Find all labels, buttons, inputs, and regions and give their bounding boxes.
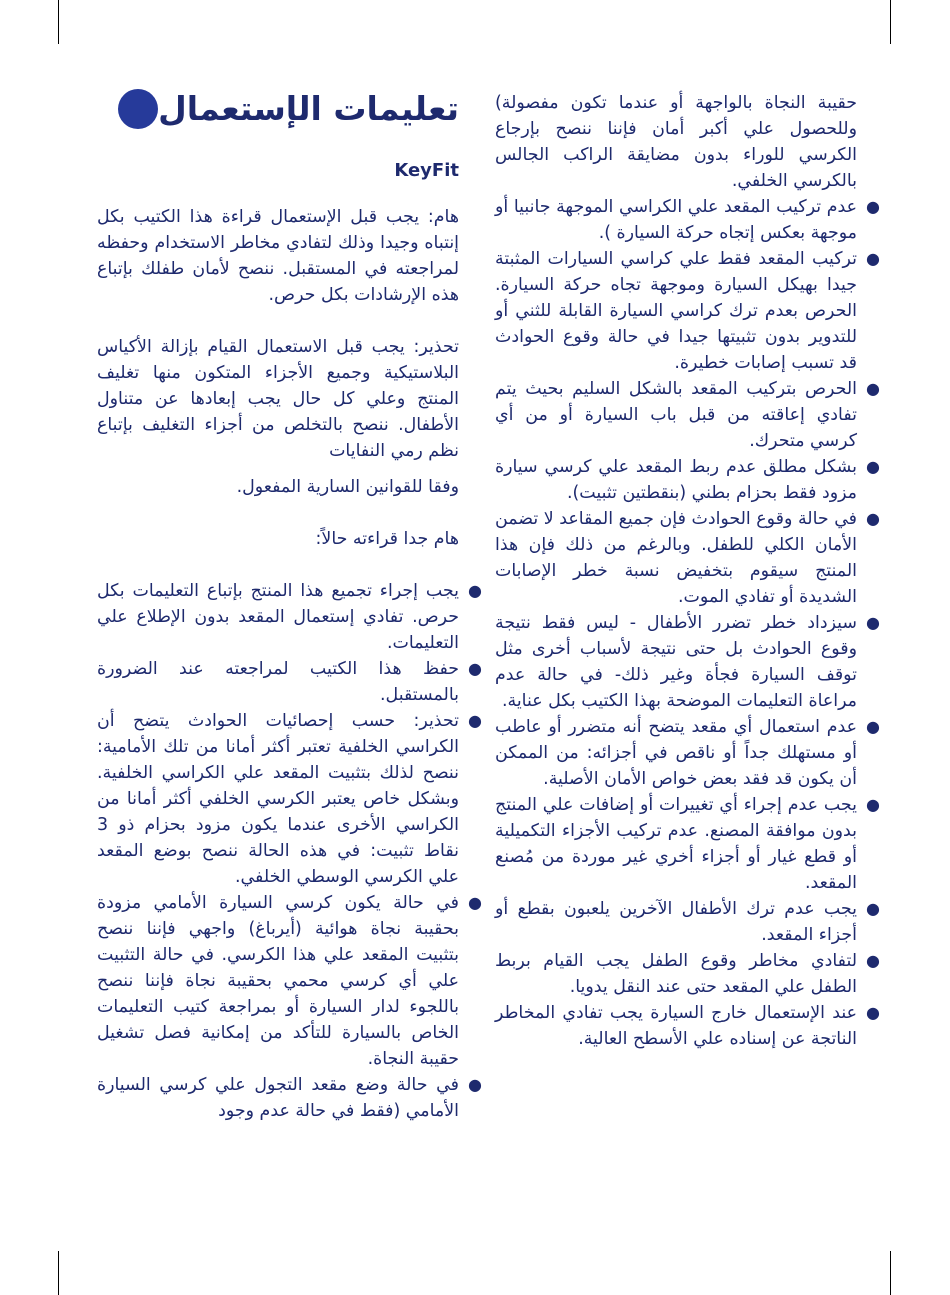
brand-name: KeyFit: [394, 160, 459, 181]
list-item: [495, 246, 880, 376]
title-row: [97, 80, 459, 138]
bullet-icon: ●: [468, 581, 482, 600]
warning-paragraph: تحذير: يجب قبل الاستعمال القيام بإزالة الأكياس البلاستيكية وجميع الأجزاء المتكون منها تغليف المنتج وعلي كل حال يجب إبعادها عن متناول الأطفال. ننصح بالتخلص من أجزاء التغليف بإتباع نظم رمي النفايات: [97, 337, 459, 461]
list-item-text: في حالة يكون كرسي السيارة الأمامي مزودة بحقيبة نجاة هوائية (أيرباغ) واجهي فإننا ننصح بتثبيت المقعد علي هذا الكرسي. في حالة التثبيت علي أي كرسي محمي بحقيبة نجاة فإننا ننصح باللجوء لدار السيارة أو بمراجعة كتيب التعليمات الخاص بالسيارة للتأكد من إمكانية فصل تشغيل حقيبة النجاة.: [97, 893, 459, 1069]
list-item: [97, 656, 482, 708]
bullet-icon: ●: [866, 1003, 880, 1022]
list-item: [495, 610, 880, 714]
list-item-text: تركيب المقعد فقط علي كراسي السيارات المثبتة جيدا بهيكل السيارة وموجهة تجاه حركة السيارة. الحرص بعدم ترك كراسي السيارة القابلة للثني أو للتدوير بدون تثبيتها جيدا في حالة وقوع الحوادث قد تسبب إصابات خطيرة.: [495, 249, 857, 373]
bullet-icon: ●: [866, 509, 880, 528]
continued-paragraph: حقيبة النجاة بالواجهة أو عندما تكون مفصولة) وللحصول علي أكبر أمان فإننا ننصح بإرجاع الكرسي للوراء بدون مضايقة الراكب الجالس بالكرسي الخلفي.: [495, 93, 857, 191]
list-item-text: يجب عدم ترك الأطفال الآخرين يلعبون بقطع أو أجزاء المقعد.: [495, 899, 857, 945]
list-item: [495, 948, 880, 1000]
important-heading: هام جدا قراءته حالاً:: [315, 529, 459, 549]
list-item: [495, 896, 880, 948]
bullet-icon: ●: [866, 613, 880, 632]
list-item-text: في حالة وقوع الحوادث فإن جميع المقاعد لا تضمن الأمان الكلي للطفل. وبالرغم من ذلك فإن هذا المنتج سيقوم بتخفيض نسبة خطر الإصابات الشديدة أو تفادي الموت.: [495, 509, 857, 607]
list-item: [495, 506, 880, 610]
crop-mark: [890, 1251, 891, 1295]
list-item-text: الحرص بتركيب المقعد بالشكل السليم بحيث يتم تفادي إعاقته من قبل باب السيارة أو من أي كرسي متحرك.: [495, 379, 857, 451]
bullet-icon: ●: [866, 795, 880, 814]
bullet-icon: ●: [866, 249, 880, 268]
warning-paragraph-end: وفقا للقوانين السارية المفعول.: [236, 477, 459, 497]
right-column: [495, 90, 880, 1052]
bullet-icon: ●: [468, 711, 482, 730]
left-bullet-list: [97, 578, 482, 1124]
list-item-text: حفظ هذا الكتيب لمراجعته عند الضرورة بالمستقبل.: [97, 659, 459, 705]
list-item: [97, 578, 482, 656]
page-title: تعليمات الإستعمال: [158, 89, 459, 128]
section-dot-icon: [118, 89, 158, 129]
intro-paragraph: هام: يجب قبل الإستعمال قراءة هذا الكتيب بكل إنتباه وجيدا وذلك لتفادي مخاطر الاستخدام وحفظه لمراجعته في المستقبل. ننصح لأمان طفلك بإتباع هذه الإرشادات بكل حرص.: [97, 207, 459, 305]
list-item: [495, 792, 880, 896]
list-item: [495, 1000, 880, 1052]
list-item-text: عدم تركيب المقعد علي الكراسي الموجهة جانبيا أو موجهة بعكس إتجاه حركة السيارة ).: [495, 197, 857, 243]
list-item-text: بشكل مطلق عدم ربط المقعد علي كرسي سيارة مزود فقط بحزام بطني (بنقطتين تثبيت).: [495, 457, 857, 503]
crop-mark: [58, 0, 59, 44]
list-item-text: لتفادي مخاطر وقوع الطفل يجب القيام بربط الطفل علي المقعد حتى عند النقل يدويا.: [495, 951, 857, 997]
list-item-text: في حالة وضع مقعد التجول علي كرسي السيارة الأمامي (فقط في حالة عدم وجود: [97, 1075, 459, 1121]
bullet-icon: ●: [866, 379, 880, 398]
list-item: [97, 890, 482, 1072]
list-item: [97, 708, 482, 890]
bullet-icon: ●: [866, 951, 880, 970]
list-item-text: سيزداد خطر تضرر الأطفال - ليس فقط نتيجة وقوع الحوادث بل حتى نتيجة لأسباب أخرى مثل توقف السيارة فجأة وغير ذلك- في حالة عدم مراعاة التعليمات الموضحة بهذا الكتيب بكل عناية.: [495, 613, 857, 711]
list-item-text: يجب عدم إجراء أي تغييرات أو إضافات علي المنتج بدون موافقة المصنع. عدم تركيب الأجزاء التكميلية أو قطع غيار أو أجزاء أخري غير موردة من مُصنع المقعد.: [495, 795, 857, 893]
crop-mark: [890, 0, 891, 44]
list-item-text: عدم استعمال أي مقعد يتضح أنه متضرر أو عاطب أو مستهلك جداً أو ناقص في أجزائه: من الممكن أن يكون قد فقد بعض خواص الأمان الأصلية.: [495, 717, 857, 789]
bullet-icon: ●: [468, 1075, 482, 1094]
bullet-icon: ●: [866, 717, 880, 736]
list-item-text: تحذير: حسب إحصائيات الحوادث يتضح أن الكراسي الخلفية تعتبر أكثر أمانا من تلك الأمامية: ننصح لذلك بتثبيت المقعد علي الكراسي الخلفية. وبشكل خاص يعتبر الكرسي الخلفي أكثر أمانا من الكراسي الأخرى عندما يكون مزود بحزام ذو 3 نقاط تثبيت: في هذه الحالة ننصح بوضع المقعد علي الكرسي الوسطي الخلفي.: [97, 711, 459, 887]
list-item: [495, 376, 880, 454]
bullet-icon: ●: [866, 899, 880, 918]
list-item-text: يجب إجراء تجميع هذا المنتج بإتباع التعليمات بكل حرص. تفادي إستعمال المقعد بدون الإطلاع علي التعليمات.: [97, 581, 459, 653]
right-bullet-list: [495, 194, 880, 1052]
left-column: [97, 80, 482, 1124]
list-item: [97, 1072, 482, 1124]
list-item-text: عند الإستعمال خارج السيارة يجب تفادي المخاطر الناتجة عن إسناده علي الأسطح العالية.: [495, 1003, 857, 1049]
bullet-icon: ●: [866, 457, 880, 476]
crop-mark: [58, 1251, 59, 1295]
bullet-icon: ●: [468, 659, 482, 678]
bullet-icon: ●: [468, 893, 482, 912]
list-item: [495, 454, 880, 506]
list-item: [495, 714, 880, 792]
list-item: [495, 194, 880, 246]
bullet-icon: ●: [866, 197, 880, 216]
